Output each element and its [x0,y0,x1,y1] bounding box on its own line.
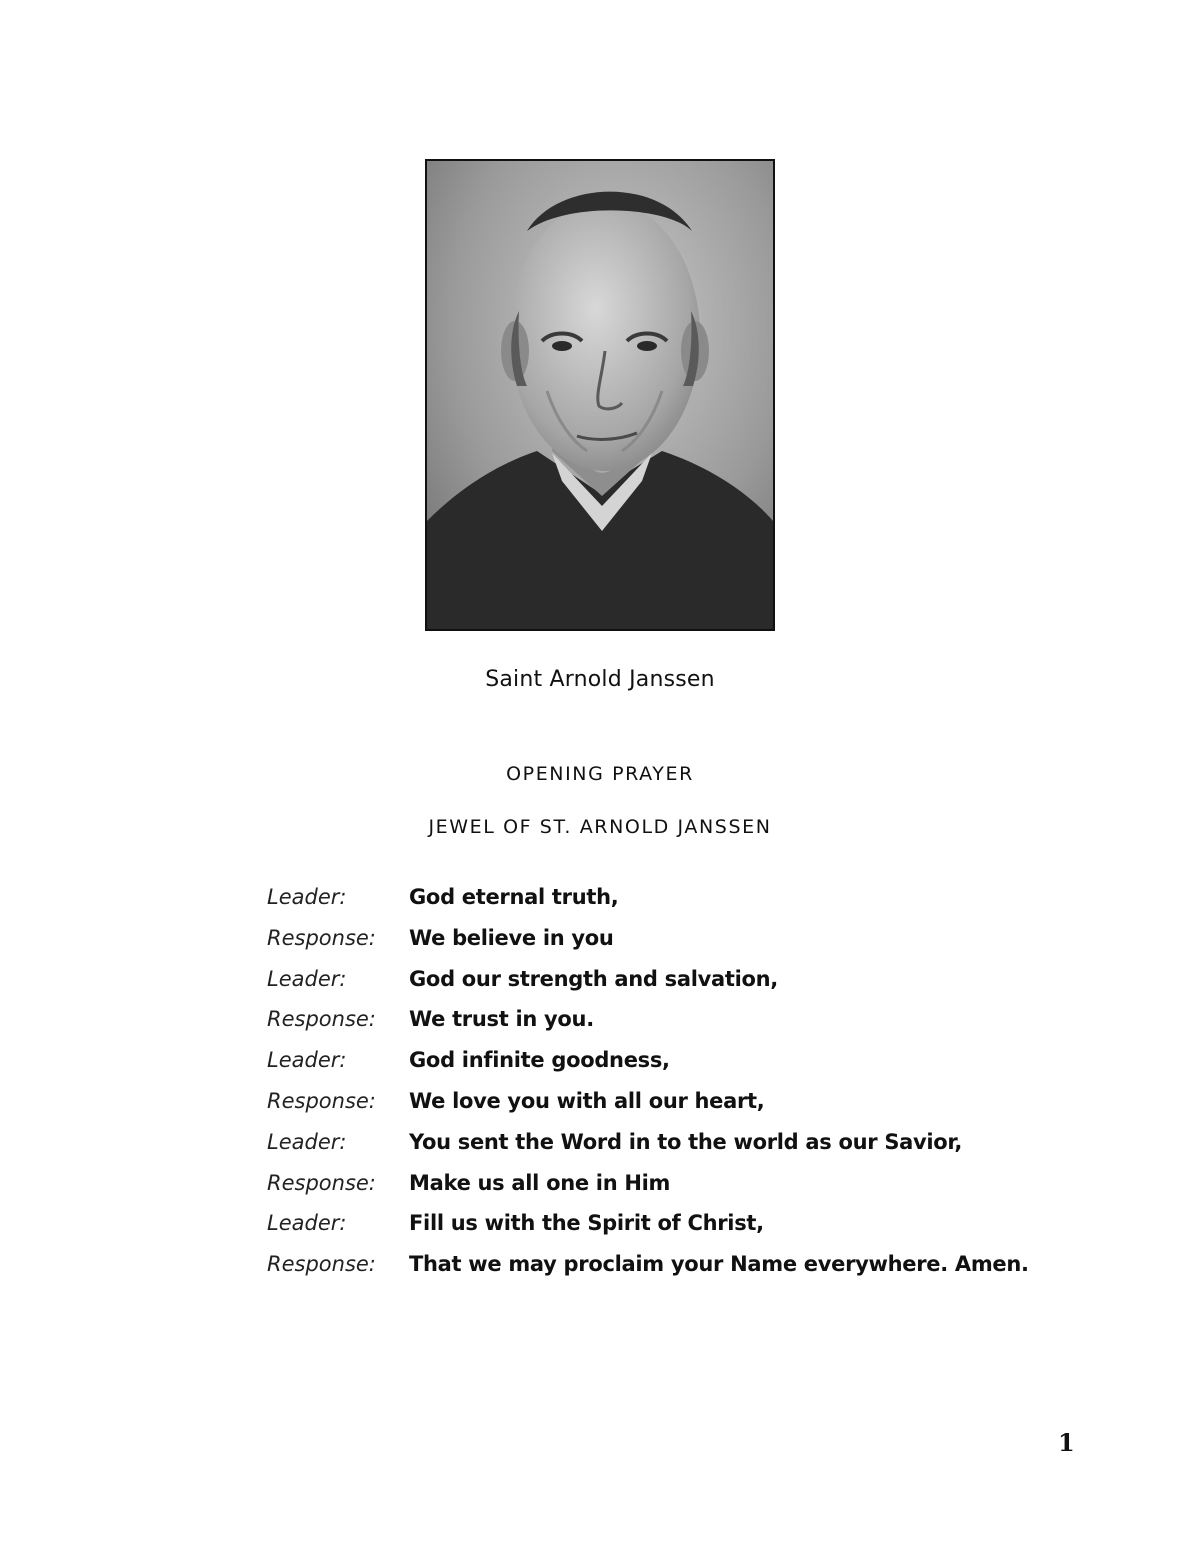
prayer-line [267,1211,1087,1252]
prayer-role: Response: [267,1170,376,1195]
prayer-line [267,885,1087,926]
prayer-line [267,1171,1087,1212]
prayer-text: We believe in you [409,925,614,950]
prayer-line [267,967,1087,1008]
portrait-photo [425,159,775,631]
prayer-line [267,926,1087,967]
prayer-text: Fill us with the Spirit of Christ, [409,1211,764,1236]
prayer-lines [267,885,1087,1293]
prayer-line [267,1130,1087,1171]
prayer-role: Response: [267,925,376,950]
prayer-role: Leader: [267,966,347,991]
prayer-text: We trust in you. [409,1007,594,1032]
prayer-text: That we may proclaim your Name everywhere. Amen. [409,1252,1029,1277]
prayer-role: Leader: [267,1048,347,1073]
prayer-line [267,1089,1087,1130]
prayer-text: God eternal truth, [409,885,619,909]
opening-prayer-heading: OPENING PRAYER [506,763,694,785]
prayer-text: You sent the Word in to the world as our Savior, [409,1129,963,1154]
prayer-line [267,1048,1087,1089]
prayer-role: Leader: [267,1211,347,1236]
portrait-caption: Saint Arnold Janssen [485,667,715,692]
prayer-role: Response: [267,1252,376,1277]
prayer-text: God infinite goodness, [409,1048,670,1073]
prayer-text: We love you with all our heart, [409,1088,765,1113]
prayer-text: God our strength and salvation, [409,966,778,991]
prayer-role: Response: [267,1088,376,1113]
prayer-subtitle: JEWEL OF ST. ARNOLD JANSSEN [428,816,772,838]
prayer-role: Response: [267,1007,376,1032]
prayer-line [267,1252,1087,1293]
prayer-role: Leader: [267,885,347,909]
prayer-text: Make us all one in Him [409,1170,671,1195]
portrait-image [427,161,773,629]
prayer-line [267,1007,1087,1048]
page-number: 1 [1058,1428,1075,1457]
prayer-role: Leader: [267,1129,347,1154]
